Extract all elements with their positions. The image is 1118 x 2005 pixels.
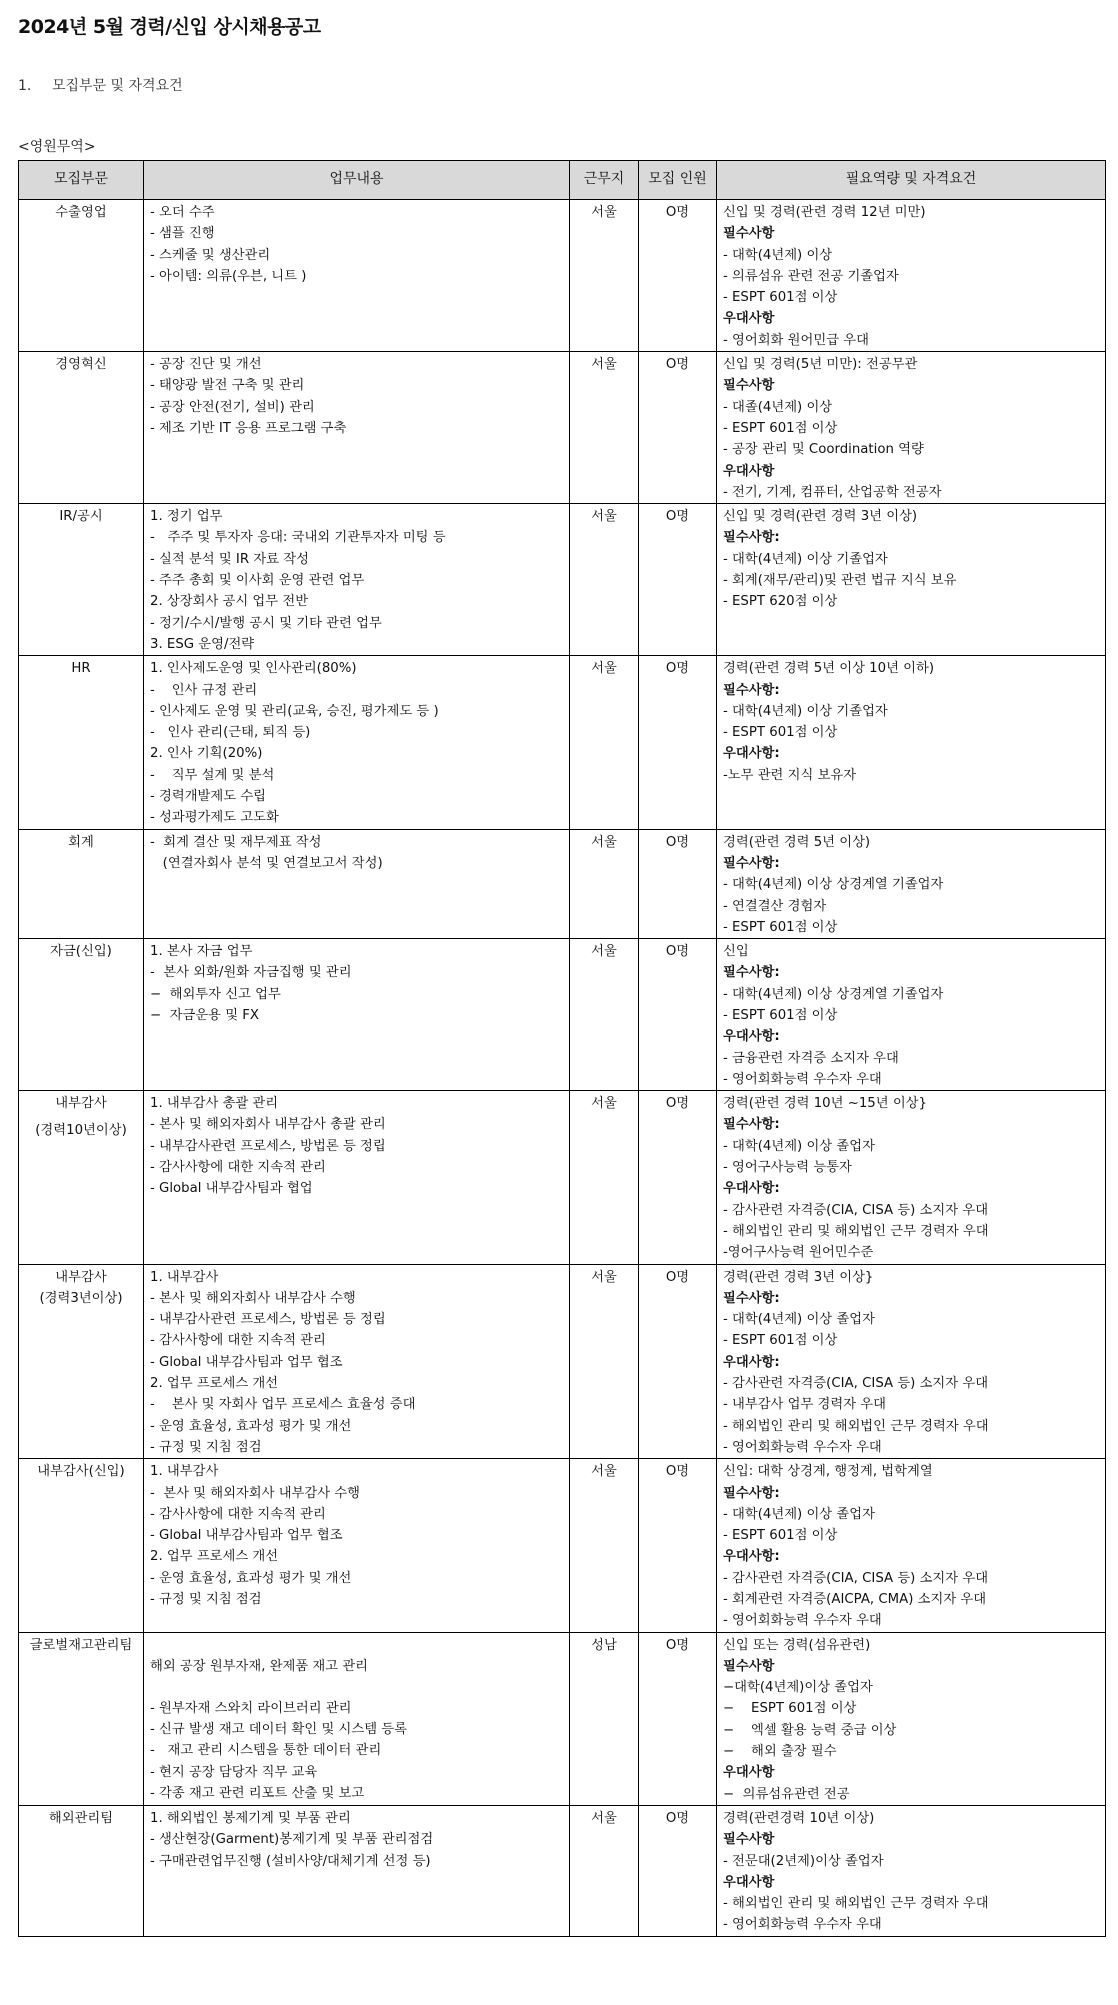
cell-duties [144, 1632, 570, 1805]
duty-line: 3. ESG 운영/전략 [150, 636, 255, 652]
requirement-line: - 해외법인 관리 및 해외법인 근무 경력자 우대 [723, 1896, 989, 1912]
duty-line: - 감사사항에 대한 지속적 관리 [150, 1160, 326, 1176]
table-row [19, 352, 1106, 504]
duty-line: - 본사 외화/원화 자금집행 및 관리 [150, 965, 352, 981]
duty-line: 1. 인사제도운영 및 인사관리(80%) [150, 661, 357, 677]
duty-line: - 회계 결산 및 재무제표 작성 [150, 834, 322, 850]
duty-line: - 규정 및 지침 점검 [150, 1439, 262, 1455]
requirement-heading: 우대사항: [723, 1029, 780, 1045]
requirement-line: - 대학(4년제) 이상 기졸업자 [723, 703, 888, 719]
duty-line: - 원부자재 스와치 라이브러리 관리 [150, 1700, 352, 1716]
table-row [19, 656, 1106, 829]
duty-line: - 규정 및 지침 점검 [150, 1592, 262, 1607]
requirement-line: - 대학(4년제) 이상 상경계열 기졸업자 [723, 877, 944, 893]
cell-headcount: O명 [639, 352, 717, 504]
duty-line: - 운영 효율성, 효과성 평가 및 개선 [150, 1418, 352, 1434]
requirement-line: − ESPT 601점 이상 [723, 1701, 857, 1717]
duty-line: - 경력개발제도 수립 [150, 789, 267, 805]
requirement-line: - 영어회화능력 우수자 우대 [723, 1917, 882, 1933]
requirement-line: - 전문대(2년제)이상 졸업자 [723, 1853, 884, 1869]
duty-line: - 오더 수주 [150, 205, 215, 220]
header-requirements: 필요역량 및 자격요건 [717, 161, 1106, 200]
requirement-line: - 전기, 기계, 컴퓨터, 산업공학 전공자 [723, 484, 942, 500]
requirement-heading: 필수사항: [723, 1485, 780, 1501]
cell-duties [144, 352, 570, 504]
requirement-heading: 필수사항: [723, 530, 780, 546]
cell-location: 서울 [570, 1805, 639, 1936]
cell-duties [144, 1459, 570, 1632]
requirement-line: - ESPT 601점 이상 [723, 1528, 838, 1544]
duty-line: - 아이템: 의류(우븐, 니트 ) [150, 268, 307, 284]
requirement-line: - ESPT 620점 이상 [723, 594, 838, 610]
cell-location: 서울 [570, 352, 639, 504]
duty-line: - 공장 안전(전기, 설비) 관리 [150, 399, 315, 415]
requirement-heading: 필수사항 [723, 1832, 775, 1848]
requirement-heading: 우대사항: [723, 1549, 780, 1565]
requirement-heading: 필수사항 [723, 226, 775, 242]
duty-line: - 구매관련업무진행 (설비사양/대체기계 선정 등) [150, 1853, 431, 1869]
cell-headcount: O명 [639, 200, 717, 352]
cell-duties [144, 1264, 570, 1459]
duty-line: - 운영 효율성, 효과성 평가 및 개선 [150, 1570, 352, 1586]
dept-line: 자금(신입) [50, 944, 112, 960]
requirement-line: - 영어회화능력 우수자 우대 [723, 1613, 882, 1629]
dept-line: 내부감사(신입) [37, 1464, 125, 1480]
cell-headcount: O명 [639, 939, 717, 1091]
duty-line: - Global 내부감사팀과 업무 협조 [150, 1528, 343, 1544]
header-headcount: 모집 인원 [639, 161, 717, 200]
duty-line: 2. 상장회사 공시 업무 전반 [150, 594, 309, 610]
duty-line: 1. 본사 자금 업무 [150, 944, 253, 960]
division-label: <영원무역> [18, 139, 96, 155]
requirement-heading: 우대사항: [723, 746, 780, 762]
requirement-line: 신입 및 경력(5년 미만): 전공무관 [723, 357, 918, 373]
section-number: 1. [18, 78, 32, 94]
requirement-line: 경력(관련 경력 5년 이상) [723, 834, 871, 850]
cell-requirements [717, 1264, 1106, 1459]
cell-headcount: O명 [639, 1264, 717, 1459]
header-dept: 모집부문 [19, 161, 144, 200]
requirement-line: − 엑셀 활용 능력 중급 이상 [723, 1722, 897, 1738]
cell-headcount: O명 [639, 1632, 717, 1805]
requirement-heading: 필수사항 [723, 1658, 775, 1674]
cell-headcount: O명 [639, 656, 717, 829]
duty-line: - 인사 규정 관리 [150, 682, 258, 698]
requirement-line: - 대학(4년제) 이상 졸업자 [723, 1138, 875, 1154]
dept-line: 글로벌재고관리팀 [29, 1637, 133, 1653]
duty-line: - 제조 기반 IT 응용 프로그램 구축 [150, 420, 347, 436]
requirement-line: - 감사관련 자격증(CIA, CISA 등) 소지자 우대 [723, 1570, 989, 1586]
cell-requirements [717, 1091, 1106, 1264]
duty-line [150, 1677, 563, 1698]
cell-dept [19, 1459, 144, 1632]
header-duties: 업무내용 [144, 161, 570, 200]
duty-line: - 본사 및 해외자회사 내부감사 수행 [150, 1485, 360, 1501]
duty-line: 1. 정기 업무 [150, 509, 223, 525]
cell-location: 서울 [570, 1459, 639, 1632]
duty-line: - 인사제도 운영 및 관리(교육, 승진, 평가제도 등 ) [150, 703, 439, 719]
duty-line: 2. 인사 기획(20%) [150, 746, 263, 762]
requirement-heading: 필수사항: [723, 855, 780, 871]
duty-line: - 주주 총회 및 이사회 운영 관련 업무 [150, 573, 365, 589]
duty-line: - 본사 및 해외자회사 내부감사 총괄 관리 [150, 1117, 386, 1133]
duty-line: 1. 내부감사 총괄 관리 [150, 1096, 279, 1112]
requirement-line: - 영어회화능력 우수자 우대 [723, 1071, 882, 1087]
requirement-line: - 연결결산 경험자 [723, 898, 827, 914]
requirement-line: - 회계(재무/관리)및 관련 법규 지식 보유 [723, 573, 957, 589]
table-body [19, 200, 1106, 1937]
duty-line: − 해외투자 신고 업무 [150, 986, 281, 1002]
dept-line: IR/공시 [59, 509, 103, 525]
dept-line: HR [71, 661, 91, 677]
requirement-heading: 필수사항 [723, 378, 775, 394]
cell-dept [19, 829, 144, 938]
requirement-line: -노무 관련 지식 보유자 [723, 767, 857, 783]
requirement-heading: 우대사항 [723, 311, 775, 327]
requirement-line: 경력(관련 경력 3년 이상} [723, 1269, 874, 1285]
duty-line [150, 1635, 563, 1656]
table-row [19, 1632, 1106, 1805]
cell-requirements [717, 829, 1106, 938]
cell-location: 서울 [570, 200, 639, 352]
cell-duties [144, 829, 570, 938]
duty-line: - 인사 관리(근태, 퇴직 등) [150, 725, 311, 741]
cell-requirements [717, 1632, 1106, 1805]
requirement-line: - ESPT 601점 이상 [723, 725, 838, 741]
requirement-line: - 영어구사능력 능통자 [723, 1160, 852, 1176]
requirement-line: − 의류섬유관련 전공 [723, 1786, 850, 1802]
duty-line: - 태양광 발전 구축 및 관리 [150, 378, 305, 394]
table-row [19, 1805, 1106, 1936]
requirement-line: - 해외법인 관리 및 해외법인 근무 경력자 우대 [723, 1418, 989, 1434]
cell-duties [144, 939, 570, 1091]
dept-line: 회계 [68, 834, 94, 850]
cell-requirements [717, 1459, 1106, 1632]
cell-location: 서울 [570, 829, 639, 938]
cell-requirements [717, 352, 1106, 504]
duty-line: - 실적 분석 및 IR 자료 작성 [150, 551, 309, 567]
cell-dept [19, 352, 144, 504]
cell-requirements [717, 504, 1106, 656]
recruitment-table [18, 160, 1106, 1937]
requirement-line: 신입 및 경력(관련 경력 3년 이상) [723, 509, 918, 525]
table-row [19, 504, 1106, 656]
requirement-line: - 대학(4년제) 이상 [723, 247, 833, 263]
duty-line: - 감사사항에 대한 지속적 관리 [150, 1506, 326, 1522]
requirement-heading: 우대사항 [723, 1874, 775, 1890]
requirement-line: - 해외법인 관리 및 해외법인 근무 경력자 우대 [723, 1223, 989, 1239]
cell-dept [19, 1091, 144, 1264]
duty-line: - 직무 설계 및 분석 [150, 767, 275, 783]
requirement-line: - 금융관련 자격증 소지자 우대 [723, 1050, 899, 1066]
document-page [18, 0, 1103, 1937]
cell-dept [19, 1805, 144, 1936]
cell-duties [144, 1091, 570, 1264]
requirement-line: -영어구사능력 원어민수준 [723, 1245, 874, 1261]
duty-line: 해외 공장 원부자재, 완제품 재고 관리 [150, 1658, 369, 1674]
dept-line: 내부감사 [55, 1096, 107, 1112]
duty-line: - 내부감사관련 프로세스, 방법론 등 정립 [150, 1138, 386, 1154]
cell-requirements [717, 939, 1106, 1091]
cell-dept [19, 1264, 144, 1459]
cell-requirements [717, 656, 1106, 829]
duty-line: - Global 내부감사팀과 업무 협조 [150, 1354, 343, 1370]
duty-line: - Global 내부감사팀과 협업 [150, 1181, 313, 1197]
duty-line: 2. 업무 프로세스 개선 [150, 1549, 279, 1565]
requirement-line: - 공장 관리 및 Coordination 역량 [723, 442, 924, 458]
requirement-line: - ESPT 601점 이상 [723, 1007, 838, 1023]
dept-line: 수출영업 [55, 205, 107, 220]
requirement-line: - ESPT 601점 이상 [723, 290, 838, 306]
cell-location: 서울 [570, 939, 639, 1091]
requirement-heading: 우대사항: [723, 1181, 780, 1197]
cell-location: 서울 [570, 1091, 639, 1264]
table-row [19, 1459, 1106, 1632]
requirement-line: - 대학(4년제) 이상 졸업자 [723, 1506, 875, 1522]
cell-dept [19, 656, 144, 829]
cell-dept [19, 200, 144, 352]
dept-line: 경영혁신 [55, 357, 107, 373]
requirement-line: - ESPT 601점 이상 [723, 420, 838, 436]
dept-line: 내부감사 [55, 1269, 107, 1285]
duty-line: - 현지 공장 담당자 직무 교육 [150, 1764, 318, 1780]
duty-line: - 공장 진단 및 개선 [150, 357, 262, 373]
requirement-line: - 영어회화능력 우수자 우대 [723, 1439, 882, 1455]
requirement-line: 신입 [723, 944, 749, 960]
table-row [19, 1091, 1106, 1264]
header-location: 근무지 [570, 161, 639, 200]
cell-duties [144, 200, 570, 352]
requirement-line: - 대학(4년제) 이상 졸업자 [723, 1312, 875, 1328]
duty-line: - 신규 발생 재고 데이터 확인 및 시스템 등록 [150, 1722, 407, 1738]
requirement-heading: 우대사항 [723, 1765, 775, 1781]
requirement-line: - 내부감사 업무 경력자 우대 [723, 1397, 886, 1413]
requirement-line: - 감사관련 자격증(CIA, CISA 등) 소지자 우대 [723, 1202, 989, 1218]
cell-requirements [717, 200, 1106, 352]
requirement-line: - 대학(4년제) 이상 기졸업자 [723, 551, 888, 567]
requirement-line: − 해외 출장 필수 [723, 1744, 837, 1760]
cell-duties [144, 504, 570, 656]
requirement-line: −대학(4년제)이상 졸업자 [723, 1680, 873, 1696]
duty-line: - 내부감사관련 프로세스, 방법론 등 정립 [150, 1312, 386, 1328]
table-row [19, 829, 1106, 938]
requirement-line: - 영어회화 원어민급 우대 [723, 332, 869, 348]
duty-line: - 정기/수시/발행 공시 및 기타 관련 업무 [150, 615, 382, 631]
cell-headcount: O명 [639, 1459, 717, 1632]
requirement-heading: 우대사항: [723, 1354, 780, 1370]
requirement-line: - 의류섬유 관련 전공 기졸업자 [723, 268, 899, 284]
duty-line: - 샘플 진행 [150, 226, 215, 242]
duty-line: - 각종 재고 관련 리포트 산출 및 보고 [150, 1786, 365, 1802]
table-row [19, 1264, 1106, 1459]
duty-line: 1. 해외법인 봉제기계 및 부품 관리 [150, 1810, 351, 1826]
requirement-heading: 우대사항 [723, 463, 775, 479]
cell-location: 서울 [570, 504, 639, 656]
requirement-line: - 대졸(4년제) 이상 [723, 399, 833, 415]
table-row [19, 939, 1106, 1091]
duty-line: - 스케줄 및 생산관리 [150, 247, 271, 263]
dept-line: (경력10년이상) [35, 1123, 127, 1139]
requirement-line: - 회계관련 자격증(AICPA, CMA) 소지자 우대 [723, 1592, 987, 1607]
section-title: 모집부문 및 자격요건 [52, 78, 183, 94]
cell-location: 서울 [570, 1264, 639, 1459]
cell-location: 성남 [570, 1632, 639, 1805]
cell-headcount: O명 [639, 1091, 717, 1264]
duty-line: - 감사사항에 대한 지속적 관리 [150, 1333, 326, 1349]
duty-line: - 생산현장(Garment)봉제기계 및 부품 관리점검 [150, 1832, 434, 1848]
duty-line: − 자금운용 및 FX [150, 1007, 260, 1023]
dept-line: (경력3년이상) [39, 1290, 123, 1306]
cell-duties [144, 656, 570, 829]
requirement-line: 신입 또는 경력(섬유관련) [723, 1637, 871, 1653]
requirement-line: 경력(관련 경력 10년 ~15년 이상} [723, 1096, 927, 1112]
requirement-line: - 대학(4년제) 이상 상경계열 기졸업자 [723, 986, 944, 1002]
duty-line: - 본사 및 해외자회사 내부감사 수행 [150, 1290, 356, 1306]
requirement-line: - ESPT 601점 이상 [723, 919, 838, 935]
requirement-line: - 감사관련 자격증(CIA, CISA 등) 소지자 우대 [723, 1376, 989, 1392]
duty-line: - 본사 및 자회사 업무 프로세스 효율성 증대 [150, 1397, 416, 1413]
requirement-line: 신입: 대학 상경계, 행정계, 법학계열 [723, 1464, 933, 1480]
cell-duties [144, 1805, 570, 1936]
cell-dept [19, 939, 144, 1091]
cell-requirements [717, 1805, 1106, 1936]
duty-line: - 성과평가제도 고도화 [150, 810, 279, 826]
cell-headcount: O명 [639, 1805, 717, 1936]
requirement-line: 신입 및 경력(관련 경력 12년 미만) [723, 205, 926, 220]
header-row [19, 161, 1106, 200]
table-header [19, 161, 1106, 200]
cell-location: 서울 [570, 656, 639, 829]
duty-line: 1. 내부감사 [150, 1464, 219, 1480]
cell-headcount: O명 [639, 504, 717, 656]
requirement-heading: 필수사항: [723, 965, 780, 981]
requirement-line: 경력(관련 경력 5년 이상 10년 이하) [723, 661, 935, 677]
section-heading [18, 76, 1103, 96]
requirement-heading: 필수사항: [723, 1290, 780, 1306]
requirement-line: - ESPT 601점 이상 [723, 1333, 838, 1349]
cell-headcount: O명 [639, 829, 717, 938]
requirement-heading: 필수사항: [723, 682, 780, 698]
duty-line: - 주주 및 투자자 응대: 국내외 기관투자자 미팅 등 [150, 530, 446, 546]
cell-dept [19, 1632, 144, 1805]
document-title: 2024년 5월 경력/신입 상시채용공고 [18, 16, 321, 38]
requirement-line: 경력(관련경력 10년 이상) [723, 1810, 875, 1826]
duty-line: - 재고 관리 시스템을 통한 데이터 관리 [150, 1743, 382, 1759]
duty-line: (연결자회사 분석 및 연결보고서 작성) [150, 855, 383, 871]
dept-line: 해외관리팀 [48, 1810, 114, 1826]
cell-dept [19, 504, 144, 656]
requirement-heading: 필수사항: [723, 1117, 780, 1133]
duty-line: 1. 내부감사 [150, 1269, 219, 1285]
table-row [19, 200, 1106, 352]
duty-line: 2. 업무 프로세스 개선 [150, 1376, 279, 1392]
